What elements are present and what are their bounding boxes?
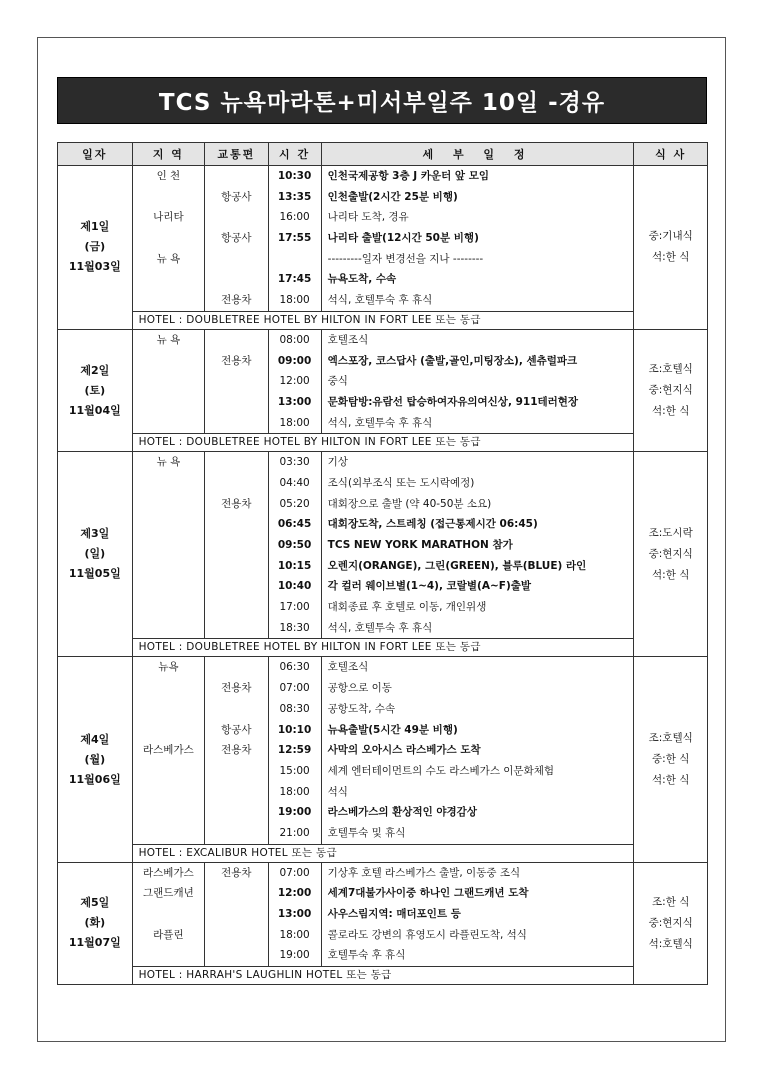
detail-text: 콜로라도 강변의 휴영도시 라플린도착, 석식	[327, 928, 527, 941]
transport-text	[205, 925, 267, 946]
time-text: 18:00	[279, 294, 310, 307]
hotel-info: HOTEL : HARRAH'S LAUGHLIN HOTEL 또는 동급	[132, 967, 634, 985]
time-text: 18:30	[279, 621, 310, 634]
transport-text: 전용차	[221, 497, 252, 510]
detail-text: 라스베가스의 환상적인 야경감상	[327, 806, 477, 819]
day-day: 제1일	[80, 220, 110, 234]
hotel-row	[58, 639, 708, 657]
region-text	[133, 535, 205, 556]
transport-text	[205, 392, 267, 413]
transport-text: 전용차	[221, 744, 252, 757]
region-text	[133, 494, 205, 515]
transport-text	[205, 535, 267, 556]
detail-text: 나리타 출발(12시간 50분 비행)	[327, 232, 479, 245]
time-text: 10:10	[277, 723, 312, 736]
meal-item: 석:한 식	[652, 568, 690, 581]
transport-text: 항공사	[221, 723, 252, 736]
region-text: 나리타	[153, 211, 184, 224]
detail-text: 석식, 호텔투숙 후 휴식	[327, 416, 433, 429]
time-text	[269, 249, 321, 270]
region-text	[133, 720, 205, 741]
transport-column-cell	[205, 166, 268, 312]
meal-item: 중:현지식	[648, 916, 693, 929]
transport-text	[205, 597, 267, 618]
time-text: 18:00	[279, 416, 310, 429]
region-text	[133, 228, 205, 249]
time-text: 09:50	[277, 539, 312, 551]
day-block	[58, 452, 708, 639]
transport-text	[205, 657, 267, 678]
region-text	[133, 618, 205, 639]
transport-text	[205, 371, 267, 392]
time-text: 08:30	[279, 702, 310, 715]
day-day: 제5일	[80, 896, 110, 910]
region-text	[133, 351, 205, 372]
hotel-row	[58, 434, 708, 452]
meal-item: 조:한 식	[652, 895, 690, 908]
meal-item: 조:호텔식	[648, 363, 693, 376]
time-text: 08:00	[279, 333, 310, 346]
transport-text	[205, 413, 267, 434]
detail-text: 기상후 호텔 라스베가스 출발, 이동중 조식	[327, 866, 521, 879]
region-text: 라스베가스	[143, 866, 194, 879]
day-date: 11월05일	[68, 567, 121, 581]
region-text: 그랜드캐년	[143, 887, 194, 900]
detail-text: 세계 엔터테이먼트의 수도 라스베가스 이문화체험	[327, 764, 555, 777]
day-dow: (월)	[84, 752, 106, 766]
hotel-row	[58, 967, 708, 985]
region-text	[133, 945, 205, 966]
day-date: 11월04일	[68, 403, 121, 417]
header-region: 지 역	[132, 143, 205, 166]
region-text	[133, 904, 205, 925]
day-label	[58, 329, 133, 451]
day-block	[58, 657, 708, 844]
time-text: 05:20	[279, 497, 310, 510]
region-column-cell	[132, 452, 205, 639]
region-text	[133, 699, 205, 720]
time-text: 07:00	[279, 682, 310, 695]
time-text: 18:00	[279, 928, 310, 941]
detail-column-cell	[321, 657, 634, 844]
hotel-info: HOTEL : DOUBLETREE HOTEL BY HILTON IN FORT LEE 또는 동급	[132, 639, 634, 657]
region-text	[133, 802, 205, 823]
transport-text	[205, 699, 267, 720]
region-column-cell	[132, 862, 205, 966]
header-meal: 식 사	[634, 143, 708, 166]
transport-text: 전용차	[221, 294, 252, 307]
header-time: 시 간	[268, 143, 321, 166]
region-text	[133, 597, 205, 618]
time-text: 10:30	[277, 170, 312, 182]
meal-item: 석:한 식	[652, 251, 690, 264]
transport-text	[205, 452, 267, 473]
region-text	[133, 556, 205, 577]
transport-text	[205, 556, 267, 577]
hotel-info: HOTEL : EXCALIBUR HOTEL 또는 동급	[132, 844, 634, 862]
hotel-row	[58, 844, 708, 862]
time-text: 13:35	[277, 190, 312, 203]
time-text: 17:45	[277, 273, 312, 286]
day-dow: (토)	[84, 383, 106, 397]
time-text: 07:00	[279, 866, 310, 879]
transport-text	[205, 802, 267, 823]
detail-text: 석식	[327, 785, 348, 798]
day-dow: (금)	[84, 240, 106, 254]
day-label	[58, 657, 133, 862]
day-date: 11월07일	[68, 936, 121, 950]
detail-text: 뉴욕출발(5시간 49분 비행)	[327, 723, 458, 736]
meal-item: 석:한 식	[652, 405, 690, 418]
transport-text	[205, 883, 267, 904]
time-text: 06:30	[279, 661, 310, 674]
detail-text: 중식	[327, 375, 348, 388]
detail-column-cell	[321, 452, 634, 639]
time-text: 21:00	[279, 826, 310, 839]
detail-text: 인천국제공항 3층 J 카운터 앞 모임	[327, 170, 490, 182]
hotel-info: HOTEL : DOUBLETREE HOTEL BY HILTON IN FORT LEE 또는 동급	[132, 434, 634, 452]
detail-text: 세계7대불가사이중 하나인 그랜드캐년 도착	[327, 887, 529, 900]
itinerary-table	[57, 142, 708, 985]
region-text	[133, 514, 205, 535]
detail-text: 대회장도착, 스트레칭 (접근통제시간 06:45)	[327, 518, 538, 531]
transport-text	[205, 904, 267, 925]
transport-text: 전용차	[221, 682, 252, 695]
time-text: 19:00	[277, 806, 312, 819]
time-text: 15:00	[279, 764, 310, 777]
detail-text: TCS NEW YORK MARATHON 참가	[327, 539, 513, 551]
detail-text: 호텔투숙 및 휴식	[327, 826, 406, 839]
transport-text	[205, 249, 267, 270]
transport-text: 전용차	[221, 354, 252, 367]
transport-text	[205, 473, 267, 494]
day-dow: (화)	[84, 916, 106, 930]
transport-text	[205, 207, 267, 228]
transport-text	[205, 823, 267, 844]
region-text	[133, 413, 205, 434]
meal-cell	[634, 166, 708, 330]
meal-item: 중:한 식	[652, 753, 690, 766]
region-column-cell	[132, 166, 205, 312]
time-text: 12:00	[277, 887, 312, 900]
meal-cell	[634, 862, 708, 984]
region-text	[133, 290, 205, 311]
transport-text: 전용차	[221, 866, 252, 879]
transport-text	[205, 576, 267, 597]
region-text: 뉴 욕	[156, 252, 181, 265]
header-transport: 교통편	[205, 143, 268, 166]
header-detail: 세 부 일 정	[321, 143, 634, 166]
region-text	[133, 823, 205, 844]
detail-text: 인천출발(2시간 25분 비행)	[327, 190, 458, 203]
time-column-cell	[268, 329, 321, 433]
region-text	[133, 392, 205, 413]
transport-text	[205, 514, 267, 535]
detail-text: 각 컬러 웨이브별(1~4), 코랄별(A~F)출발	[327, 580, 532, 593]
day-label	[58, 862, 133, 984]
meal-cell	[634, 452, 708, 657]
time-text: 18:00	[279, 785, 310, 798]
transport-text: 항공사	[221, 190, 252, 203]
day-day: 제2일	[80, 363, 110, 377]
detail-text: 사막의 오아시스 라스베가스 도착	[327, 744, 481, 757]
day-block	[58, 862, 708, 966]
time-text: 16:00	[279, 211, 310, 224]
detail-text: 호텔조식	[327, 661, 369, 674]
region-text	[133, 187, 205, 208]
meal-item: 석:한 식	[652, 774, 690, 787]
meal-item: 석:호텔식	[648, 937, 693, 950]
detail-text: 기상	[327, 456, 348, 469]
detail-text: 공항도착, 수속	[327, 702, 396, 715]
region-text: 라스베가스	[143, 744, 194, 757]
time-text: 03:30	[279, 456, 310, 469]
region-column-cell	[132, 329, 205, 433]
header-day: 일자	[58, 143, 133, 166]
day-label	[58, 452, 133, 657]
detail-text: 호텔조식	[327, 333, 369, 346]
transport-column-cell	[205, 862, 268, 966]
detail-text: 문화탐방:유람선 탑승하여자유의여신상, 911테러현장	[327, 395, 579, 408]
detail-text: 대회종료 후 호텔로 이동, 개인위생	[327, 601, 487, 614]
region-column-cell	[132, 657, 205, 844]
time-text: 17:00	[279, 601, 310, 614]
detail-text: 공항으로 이동	[327, 682, 392, 695]
time-text: 04:40	[279, 476, 310, 489]
region-text	[133, 576, 205, 597]
region-text: 뉴 욕	[156, 456, 181, 469]
time-text: 13:00	[277, 395, 312, 408]
detail-text: ---------일자 변경선을 지나 --------	[327, 252, 484, 265]
region-text	[133, 473, 205, 494]
time-text: 06:45	[277, 518, 312, 531]
region-text	[133, 269, 205, 290]
time-column-cell	[268, 452, 321, 639]
detail-text: 대회장으로 출발 (약 40-50분 소요)	[327, 497, 492, 510]
document-title: TCS 뉴욕마라톤+미서부일주 10일 -경유	[57, 77, 707, 124]
detail-text: 오렌지(ORANGE), 그린(GREEN), 블루(BLUE) 라인	[327, 559, 587, 572]
day-block	[58, 329, 708, 433]
detail-text: 조식(외부조식 또는 도시락예정)	[327, 476, 475, 489]
day-label	[58, 166, 133, 330]
time-text: 13:00	[277, 908, 312, 920]
detail-text: 사우스림지역: 매더포인트 등	[327, 908, 461, 920]
transport-column-cell	[205, 657, 268, 844]
detail-text: 호텔투숙 후 휴식	[327, 949, 406, 962]
detail-column-cell	[321, 166, 634, 312]
time-text: 12:59	[277, 744, 312, 757]
table-header-row	[58, 143, 708, 166]
time-text: 09:00	[277, 354, 312, 367]
region-text	[133, 761, 205, 782]
meal-cell	[634, 329, 708, 451]
day-day: 제3일	[80, 527, 110, 541]
transport-column-cell	[205, 329, 268, 433]
detail-text: 석식, 호텔투숙 후 휴식	[327, 294, 433, 307]
transport-text	[205, 269, 267, 290]
region-text	[133, 782, 205, 803]
transport-text	[205, 166, 267, 187]
day-date: 11월06일	[68, 772, 121, 786]
time-column-cell	[268, 862, 321, 966]
region-text	[133, 371, 205, 392]
day-date: 11월03일	[68, 260, 121, 274]
region-text: 라플린	[153, 928, 184, 941]
transport-text	[205, 761, 267, 782]
meal-item: 중:현지식	[648, 384, 693, 397]
region-text: 뉴 욕	[156, 333, 181, 346]
transport-text	[205, 618, 267, 639]
time-text: 17:55	[277, 232, 312, 245]
time-column-cell	[268, 166, 321, 312]
transport-text	[205, 782, 267, 803]
time-text: 12:00	[279, 375, 310, 388]
hotel-info: HOTEL : DOUBLETREE HOTEL BY HILTON IN FORT LEE 또는 동급	[132, 311, 634, 329]
meal-item: 중:기내식	[648, 230, 693, 243]
time-text: 19:00	[279, 949, 310, 962]
time-text: 10:40	[277, 580, 312, 593]
transport-text	[205, 330, 267, 351]
day-day: 제4일	[80, 732, 110, 746]
meal-item: 조:호텔식	[648, 732, 693, 745]
time-text: 10:15	[277, 559, 312, 572]
meal-item: 중:현지식	[648, 547, 693, 560]
detail-column-cell	[321, 862, 634, 966]
detail-text: 뉴욕도착, 수속	[327, 273, 397, 286]
meal-cell	[634, 657, 708, 862]
detail-text: 나리타 도착, 경유	[327, 211, 409, 224]
region-text: 뉴욕	[158, 661, 179, 674]
time-column-cell	[268, 657, 321, 844]
transport-text: 항공사	[221, 232, 252, 245]
day-dow: (일)	[84, 547, 106, 561]
transport-text	[205, 945, 267, 966]
hotel-row	[58, 311, 708, 329]
region-text: 인 천	[156, 170, 181, 182]
detail-column-cell	[321, 329, 634, 433]
transport-column-cell	[205, 452, 268, 639]
day-block	[58, 166, 708, 312]
meal-item: 조:도시락	[648, 526, 693, 539]
detail-text: 석식, 호텔투숙 후 휴식	[327, 621, 433, 634]
region-text	[133, 678, 205, 699]
detail-text: 엑스포장, 코스답사 (출발,골인,미팅장소), 센츄럴파크	[327, 354, 578, 367]
